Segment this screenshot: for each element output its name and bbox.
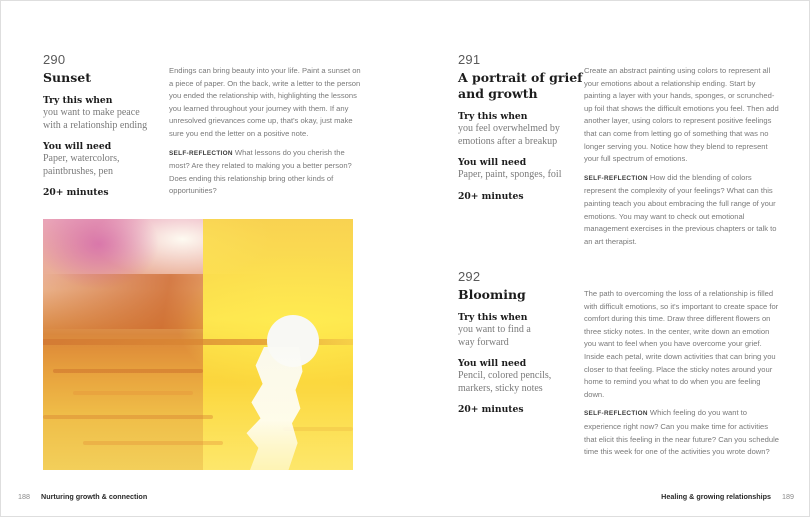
self-reflection	[584, 172, 780, 249]
self-reflection-text: How did the blending of colors represent the complexity of your feelings? What can this painting teach you about embracing the full range of your emotions. You may want to check out emotional management exercises in the previous chapters or talk to an art therapist.	[584, 172, 777, 246]
activity-title-line: and growth	[458, 86, 538, 101]
try-this-when-label: Try this when	[458, 111, 528, 122]
you-will-need-label: You will need	[458, 358, 527, 369]
activity-292-body	[584, 288, 780, 459]
self-reflection	[584, 407, 780, 458]
left-footer	[18, 492, 147, 502]
try-this-when-label: Try this when	[458, 312, 528, 323]
you-will-need-line: Paper, paint, sponges, foil	[458, 169, 562, 180]
try-this-when-line: way forward	[458, 336, 509, 348]
you-will-need-label: You will need	[43, 141, 112, 152]
activity-290-meta	[43, 52, 168, 199]
self-reflection-tag: SELF-REFLECTION	[584, 174, 648, 182]
you-will-need-line: paintbrushes, pen	[43, 165, 113, 177]
activity-description: Create an abstract painting using colors to represent all your emotions about a relationship ending. Start by painting a layer with your hands, sponges, or scrunched-up foil that shows the difficult emotions you feel. Then add another layer, using colors to represent positive feelings that can come from letting go of something that was no longer serving you. Notice how they blend to represent your full spectrum of emotions.	[584, 66, 779, 164]
try-this-when-line: you feel overwhelmed by	[458, 123, 560, 134]
self-reflection-tag: SELF-REFLECTION	[169, 149, 233, 157]
activity-title-line: A portrait of grief	[458, 70, 583, 85]
activity-number: 292	[458, 269, 481, 284]
try-this-when-line: you want to find a	[458, 324, 531, 335]
you-will-need-line: Paper, watercolors,	[43, 153, 120, 164]
section-title: Healing & growing relationships	[661, 492, 771, 501]
activity-290-body	[169, 65, 365, 198]
activity-number: 290	[43, 52, 66, 67]
you-will-need-line: Pencil, colored pencils,	[458, 370, 552, 381]
activity-description: The path to overcoming the loss of a relationship is filled with difficult emotions, so it's important to create space for comfort during this time. Draw three different flowers on three sticky notes. In the center, write down an emotion you want to feel when you have overcome your grief. Inside each petal, write down activities that can bring you closer to that feeling. Place the sticky notes around your home to remind you what to do when you are feeling down.	[584, 289, 779, 399]
you-will-need-label: You will need	[458, 157, 527, 168]
activity-duration: 20+ minutes	[43, 187, 109, 198]
activity-292-meta	[458, 269, 583, 416]
right-footer	[661, 492, 794, 502]
try-this-when-label: Try this when	[43, 95, 113, 106]
try-this-when-line: with a relationship ending	[43, 119, 148, 131]
sunset-watercolor-illustration	[43, 219, 353, 470]
self-reflection-tag: SELF-REFLECTION	[584, 410, 648, 418]
activity-duration: 20+ minutes	[458, 190, 524, 202]
right-page	[406, 1, 810, 517]
try-this-when-line: you want to make peace	[43, 107, 140, 118]
activity-duration: 20+ minutes	[458, 404, 524, 415]
you-will-need-line: markers, sticky notes	[458, 382, 543, 394]
page-number: 189	[782, 492, 794, 501]
section-title: Nurturing growth & connection	[41, 492, 148, 501]
activity-291-meta	[458, 52, 583, 203]
page-number: 188	[18, 492, 30, 501]
try-this-when-line: emotions after a breakup	[458, 135, 558, 147]
self-reflection-text: Which feeling do you want to experience right now? Can you make time for activities that elicit this feeling in the near future? Can you schedule time this week for one of the activities you wrote down?	[584, 408, 780, 457]
self-reflection	[169, 147, 365, 198]
left-page	[1, 1, 406, 517]
activity-description: Endings can bring beauty into your life. Paint a sunset on a piece of paper. On the back, write a letter to the person you ended the relationship with, highlighting the lessons you learned throughout your journey with them. If any unresolved grievances come up, that's okay, just make sure you end the letter on a positive note.	[169, 66, 361, 138]
activity-291-body	[584, 65, 780, 248]
activity-number: 291	[458, 52, 481, 67]
activity-title-line: Blooming	[458, 287, 526, 302]
activity-title: Sunset	[43, 70, 91, 85]
self-reflection-text: What lessons do you cherish the most? Are they related to making you a better person? Does ending this relationship bring other kinds of opportunities?	[169, 147, 352, 196]
